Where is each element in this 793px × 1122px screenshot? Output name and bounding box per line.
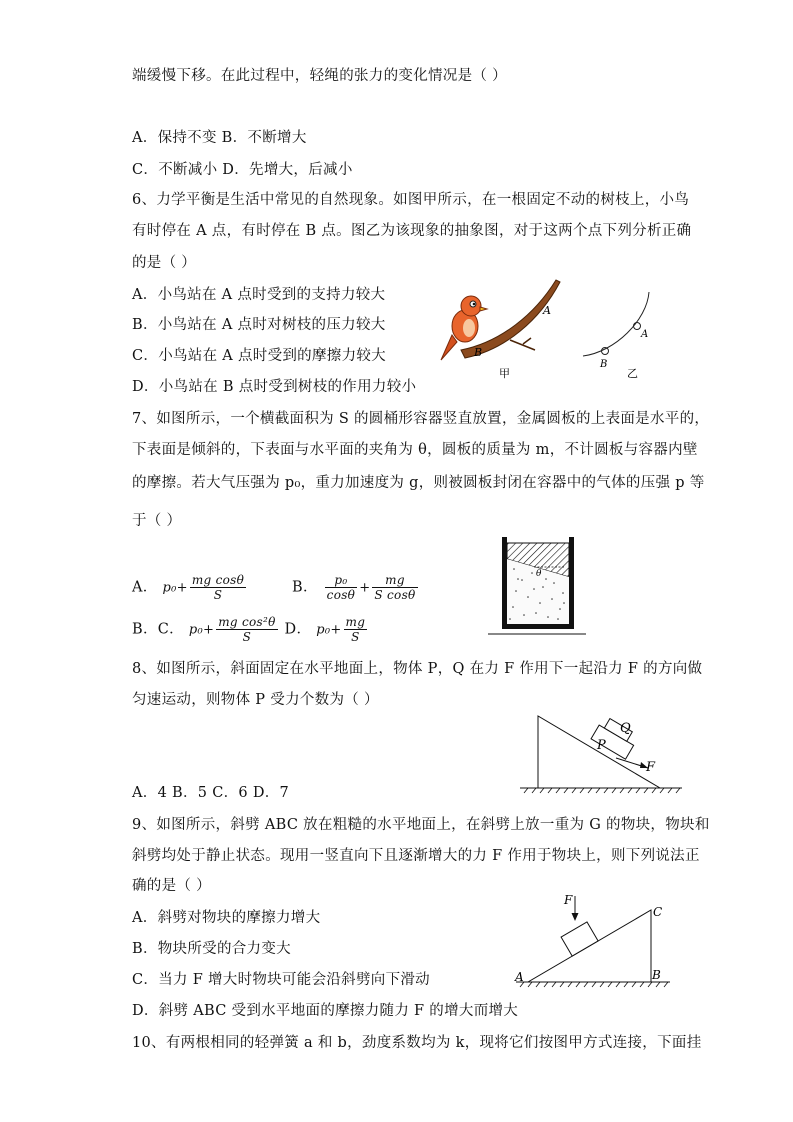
force-f-label: F [564, 893, 573, 907]
option-line: C．不断减小 D．先增大，后减小 [132, 162, 353, 178]
ground-hatch [524, 788, 680, 793]
fraction-numerator: mg cos²θ [218, 615, 276, 629]
vertex-b-label: B [652, 968, 661, 982]
container-right-wall [569, 537, 574, 629]
container-left-wall [502, 537, 507, 629]
figure-6 [435, 280, 675, 380]
twig [510, 338, 535, 350]
question-7-line: 的摩擦。若大气压强为 p₀，重力加速度为 g，则被圆板封闭在容器中的气体的压强 p 等 [132, 475, 705, 491]
q6-option-b: B．小鸟站在 A 点时对树枝的压力较大 [132, 317, 386, 333]
block-p-label: P [597, 738, 606, 753]
q7-option-a-fraction [190, 573, 246, 602]
figure-7 [488, 535, 588, 640]
question-6-line: 的是（ ） [132, 255, 197, 271]
fraction-denominator: cosθ [326, 588, 356, 602]
fraction-denominator: S [242, 630, 252, 644]
vertex-c-label: C [653, 905, 663, 919]
q7-option-d-label: D． [284, 621, 312, 638]
arrowhead [572, 913, 579, 921]
q7-option-b-fraction-1 [325, 573, 358, 602]
q9-option-c: C．当力 F 增大时物块可能会沿斜劈向下滑动 [132, 972, 430, 988]
container-bottom [502, 624, 574, 629]
question-8-line: 匀速运动，则物体 P 受力个数为（ ） [132, 692, 379, 708]
question-8-line: 8、如图所示，斜面固定在水平地面上，物体 P，Q 在力 F 作用下一起沿力 F 的方向做 [132, 661, 703, 677]
q7-option-d-fraction [344, 615, 368, 644]
question-7-line: 于（ ） [132, 513, 182, 529]
question-7-line: 下表面是倾斜的，下表面与水平面的夹角为 θ，圆板的质量为 m，不计圆板与容器内壁 [132, 442, 698, 458]
fraction-numerator: p₀ [325, 573, 358, 588]
fraction-denominator: S [213, 588, 223, 602]
fraction-numerator: mg [372, 573, 417, 588]
question-9-line: 确的是（ ） [132, 878, 211, 894]
q7-option-c-p: p₀+ [188, 622, 215, 638]
q7-option-a-b [132, 573, 420, 602]
q6-option-d: D．小鸟站在 B 点时受到树枝的作用力较小 [132, 379, 417, 395]
fraction-numerator: mg cosθ [191, 573, 245, 587]
question-9-line: 9、如图所示，斜劈 ABC 放在粗糙的水平地面上，在斜劈上放一重为 G 的物块，物块和 [132, 817, 710, 833]
question-9-line: 斜劈均处于静止状态。现用一竖直向下且逐渐增大的力 F 作用于物块上，则下列说法正 [132, 848, 700, 864]
question-10-line: 10、有两根相同的轻弹簧 a 和 b，劲度系数均为 k，现将它们按图甲方式连接，下面挂 [132, 1035, 702, 1051]
question-7-line: 7、如图所示，一个横截面积为 S 的圆桶形容器竖直放置，金属圆板的上表面是水平的， [132, 411, 710, 427]
fraction-numerator: mg [345, 615, 366, 629]
block-q-label: Q [620, 721, 631, 736]
force-f-label: F [646, 760, 656, 775]
q7-option-b-label: B． [291, 579, 318, 596]
q8-options: A．4 B．5 C．6 D．7 [132, 785, 290, 801]
arc-point-b-label: B [600, 359, 608, 370]
block [561, 922, 598, 956]
q7-option-d-p: p₀+ [316, 622, 342, 638]
figure-jia-label: 甲 [499, 367, 510, 380]
q9-option-d: D．斜劈 ABC 受到水平地面的摩擦力随力 F 的增大而增大 [132, 1003, 519, 1019]
q9-option-a: A．斜劈对物块的摩擦力增大 [132, 910, 321, 926]
question-6-line: 有时停在 A 点，有时停在 B 点。图乙为该现象的抽象图，对于这两个点下列分析正确 [132, 223, 692, 239]
point-b-marker [602, 348, 609, 355]
question-6-line: 6、力学平衡是生活中常见的自然现象。如图甲所示，在一根固定不动的树枝上，小鸟 [132, 192, 690, 208]
fraction-denominator: S cosθ [374, 588, 416, 602]
abstract-arc [583, 292, 649, 356]
figure-9 [508, 890, 683, 990]
q7-option-a-p: p₀+ [162, 580, 188, 596]
arc-point-a-label: A [641, 329, 649, 340]
q7-option-c-fraction [216, 615, 277, 644]
fraction-denominator: S [351, 630, 360, 644]
ground-hatch [520, 982, 668, 987]
figure-8 [510, 712, 690, 794]
point-a-marker [634, 323, 641, 330]
vertex-a-label: A [515, 970, 524, 984]
text-line: 端缓慢下移。在此过程中，轻绳的张力的变化情况是（ ） [132, 68, 507, 84]
q9-option-b: B．物块所受的合力变大 [132, 941, 291, 957]
plus-sign: + [359, 580, 371, 596]
figure-yi-label: 乙 [627, 367, 638, 380]
q6-option-a: A．小鸟站在 A 点时受到的支持力较大 [132, 287, 386, 303]
q7-option-a-label: A． [132, 579, 158, 596]
q7-option-b-fraction-2 [372, 573, 417, 602]
point-a-label: A [543, 304, 551, 317]
angle-theta-label: θ [536, 569, 542, 579]
q6-option-c: C．小鸟站在 A 点时受到的摩擦力较大 [132, 348, 386, 364]
q7-option-c-label: B．C． [132, 621, 184, 638]
q7-option-c-d [132, 615, 369, 644]
point-b-label: B [474, 346, 483, 359]
option-line: A．保持不变 B．不断增大 [132, 130, 307, 146]
